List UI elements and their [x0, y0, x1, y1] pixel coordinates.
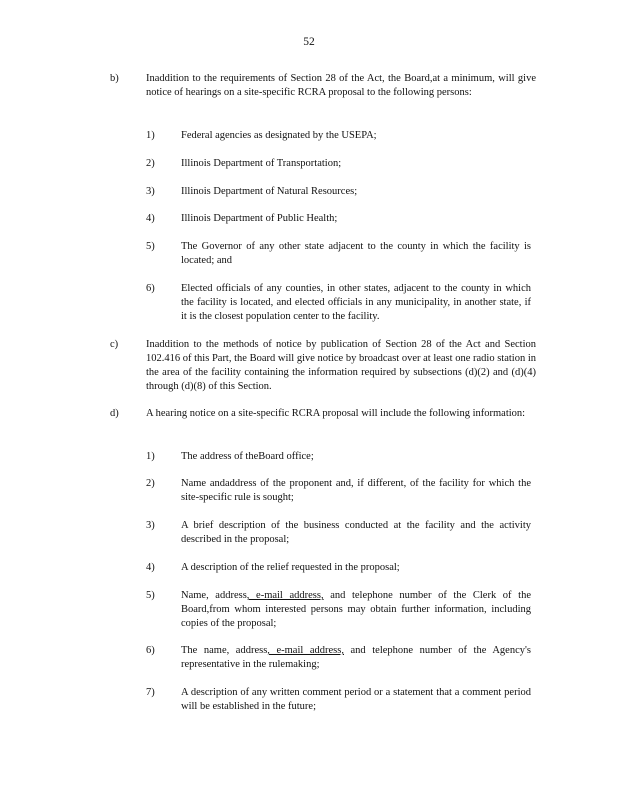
- list-item-text: Illinois Department of Transportation;: [181, 158, 342, 169]
- text-run: and telephone number of the Agency's representative in the rulemaking;: [181, 645, 531, 670]
- list-item-text: Inaddition to the requirements of Section 28 of the Act, the Board,at a minimum, will give notice of hearings on a site-specific RCRA proposal to the following persons:: [146, 73, 536, 98]
- list-item-label: 2): [146, 478, 155, 489]
- inserted-text: , e-mail address,: [246, 590, 324, 601]
- list-item-label: 3): [146, 186, 155, 197]
- text-run: The name, address: [181, 645, 268, 656]
- list-item-label: 2): [146, 158, 155, 169]
- list-item-label: c): [110, 339, 119, 350]
- list-item-label: 6): [146, 283, 155, 294]
- list-item-text: Inaddition to the methods of notice by publication of Section 28 of the Act and Section 102.416 of this Part, the Board will give notice by broadcast over at least one radio station in the area of the facility containing the information required by subsections (d)(2) and (d)(4) through (d)(8) of this Section.: [146, 339, 536, 392]
- list-item-text: A description of any written comment period or a statement that a comment period will be established in the future;: [181, 687, 531, 712]
- list-item-label: 1): [146, 451, 155, 462]
- text-run: and telephone number of the Clerk of the Board,from whom interested persons may obtain further information, including copies of the proposal;: [181, 590, 531, 629]
- list-item-label: 4): [146, 213, 155, 224]
- list-item-label: 1): [146, 130, 155, 141]
- list-item-label: d): [110, 408, 119, 419]
- list-item-label: b): [110, 73, 119, 84]
- list-item-label: 7): [146, 687, 155, 698]
- list-item-label: 6): [146, 645, 155, 656]
- list-item-label: 5): [146, 590, 155, 601]
- text-run: Name, address: [181, 590, 247, 601]
- list-item-label: 4): [146, 562, 155, 573]
- list-item-label: 5): [146, 241, 155, 252]
- list-item-text: Name andaddress of the proponent and, if different, of the facility for which the site-specific rule is sought;: [181, 478, 531, 503]
- list-item-text: The address of theBoard office;: [181, 451, 314, 462]
- list-item-label: 3): [146, 520, 155, 531]
- list-item-text: Illinois Department of Natural Resources;: [181, 186, 358, 197]
- page-number: 52: [303, 36, 315, 48]
- list-item-text: [181, 589, 531, 631]
- inserted-text: , e-mail address,: [267, 645, 344, 656]
- list-item-text: A hearing notice on a site-specific RCRA proposal will include the following information:: [146, 408, 526, 419]
- list-item-text: The Governor of any other state adjacent to the county in which the facility is located; and: [181, 241, 531, 266]
- list-item-text: Federal agencies as designated by the USEPA;: [181, 130, 377, 141]
- list-item-text: Elected officials of any counties, in other states, adjacent to the county in which the facility is located, and elected officials in any municipality, in another state, if it is the closest population center to the facility.: [181, 283, 531, 322]
- list-item-text: A description of the relief requested in the proposal;: [181, 562, 400, 573]
- list-item-text: Illinois Department of Public Health;: [181, 213, 338, 224]
- list-item-text: [181, 644, 531, 672]
- list-item-text: A brief description of the business conducted at the facility and the activity described in the proposal;: [181, 520, 531, 545]
